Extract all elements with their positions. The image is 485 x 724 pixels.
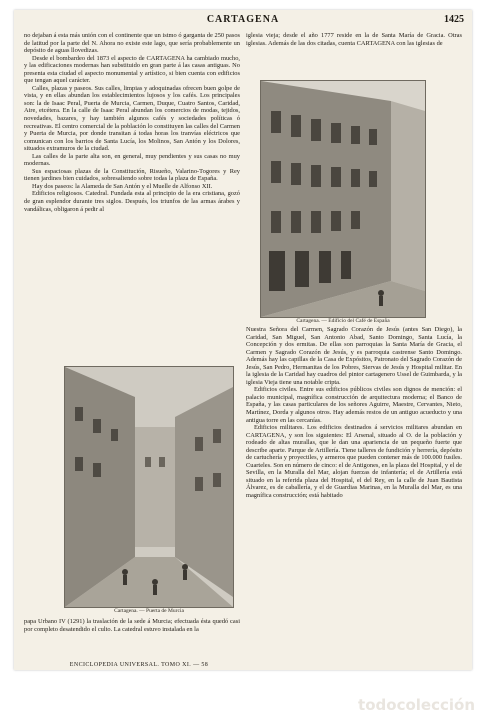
paragraph: Desde el bombardeo del 1873 el aspecto de CARTAGENA ha cambiado mucho, y las edificaciones modernas han substituido en gran parte á las casas antiguas. No presenta esta ciudad el aspecto monumental y artístico, si bien cuenta con edificios que tengan aquel carácter. — [24, 54, 240, 85]
column-2-top-text — [246, 32, 462, 70]
paragraph: Edificios militares. Los edificios destinados á servicios militares abundan en CARTAGENA, y son los siguientes: El Arsenal, situado al O. de la población y rodeado de altas murallas, que le dan una apariencia de un pequeño fuerte que describe aparte. Parque de Artillería. Tiene talleres de fundición y herrería, depósito de cartuchería y proyectiles, y armeros que pueden contener más de 100.000 fusiles. Cuarteles. Son en número de cinco: el de Antigones, en la plaza del Hospital, y el de Sevilla, en la Muralla del Mar, alojan fuerzas de infantería; el de Artillería está situado en la referida plaza del Hospital, el del Rey, en la calle de Juan Bautista Álvarez, es de caballería, y el de Guardias Marinas, en la Muralla del Mar, es una magnífica construcción; está habitado — [246, 424, 462, 500]
paragraph: Edificios civiles. Entre sus edificios públicos civiles son dignos de mención: el palacio municipal, magnífica construcción de arquitectura moderna; el Banco de España, y las casas particulares de los señores Aguirre, Maestre, Cervantes, Nieto, Martínez, Dorda y algunos otros. Hay además restos de un antiguo acueducto y una antigua torre en las cercanías. — [246, 386, 462, 424]
page-number: 1425 — [444, 14, 464, 25]
paragraph: Hay dos paseos: la Alameda de San Antón y el Muelle de Alfonso XII. — [32, 182, 213, 190]
paragraph: no dejaban á esta más unión con el continente que un istmo ó garganta de 250 pasos de latitud por la parte del N. Ahora no existe este lago, que sería probablemente un depósito de aguas llovedizas. — [24, 32, 240, 55]
column-1-top-text — [24, 32, 240, 367]
paragraph: Sus espaciosas plazas de la Constitución, Risueño, Valarino-Togores y Rey tienen jardines bien cuidados, sobresaliendo sobre todas la plaza de España. — [24, 167, 240, 183]
photo-puerta-de-murcia — [64, 366, 234, 608]
paragraph: Edificios religiosos. Catedral. Fundada esta al principio de la era cristiana, gozó de gran esplendor durante tres siglos. Después, los triunfos de las armas árabes y vandálicas, obligaron á pedir al — [24, 190, 240, 213]
paragraph: Las calles de la parte alta son, en general, muy pendientes y sus casas no muy modernas. — [24, 152, 240, 168]
watermark-logo — [358, 696, 475, 714]
paragraph: iglesia vieja; desde el año 1777 reside en la de Santa María de Gracia. Otras iglesias. Además de las dos citadas, cuenta CARTAGENA con las iglesias de — [246, 32, 462, 47]
watermark-part1: todo — [358, 696, 397, 714]
running-head-title: CARTAGENA — [206, 14, 280, 25]
column-2-bottom-text — [246, 326, 462, 670]
photo-cafe-de-espana — [260, 80, 426, 318]
photo-caption: Cartagena. — Puerta de Murcia — [114, 608, 184, 614]
column-1-bottom-text — [24, 618, 240, 663]
page-footer: ENCICLOPEDIA UNIVERSAL. TOMO XI. — 58 — [69, 662, 209, 668]
paragraph: Calles, plazas y paseos. Sus calles, limpias y adoquinadas ofrecen buen golpe de vista, y en ellas abundan los establecimientos lujosos y los cafés. Los principales son: la de Isaac Peral, Puerta de Murcia, Carmen, Duque, Cuatro Santos, Caridad, Aire, etcétera. En la calle de Isaac Peral abundan los comercios de modas, tejidos, novedades, bazares, y hay también algunos cafés y sociedades políticas ó recreativas. El centro comercial de la población lo constituyen las calles del Carmen y Puerta de Murcia, por donde transitan á todas horas los tranvías eléctricos que comunican con los barrios de Santa Lucía, los Molinos, San Antón y los Dolores, situados extramuros de la ciudad. — [24, 84, 240, 153]
book-page — [14, 10, 472, 670]
paragraph: Nuestra Señora del Carmen, Sagrado Corazón de Jesús (antes San Diego), la Caridad, San Miguel, San Antonio Abad, Santo Domingo, Santa Lucía, la Concepción y dos ermitas. De ellas son parroquias la Santa María de Gracia, el Carmen y Sagrado Corazón de Jesús, y es parroquia castrense Santo Domingo. Además hay las capillas de la Casa de Expósitos, Patronato del Sagrado Corazón de Jesús, San Pedro, Hermanitas de los Pobres, Siervas de Jesús y Hospital militar. En la iglesia de la Caridad hay cuadros del pintor cartagenero Ussel de Guimbarda, y la iglesia Vieja tiene una notable cripta. — [246, 326, 462, 386]
watermark-part2: colección — [396, 696, 475, 714]
photo-caption: Cartagena. — Edificio del Café de España — [296, 318, 390, 324]
paragraph: papa Urbano IV (1291) la traslación de la sede á Murcia; efectuada ésta quedó casi por completo desatendido el culto. La catedral estuvo instalada en la — [24, 618, 240, 633]
